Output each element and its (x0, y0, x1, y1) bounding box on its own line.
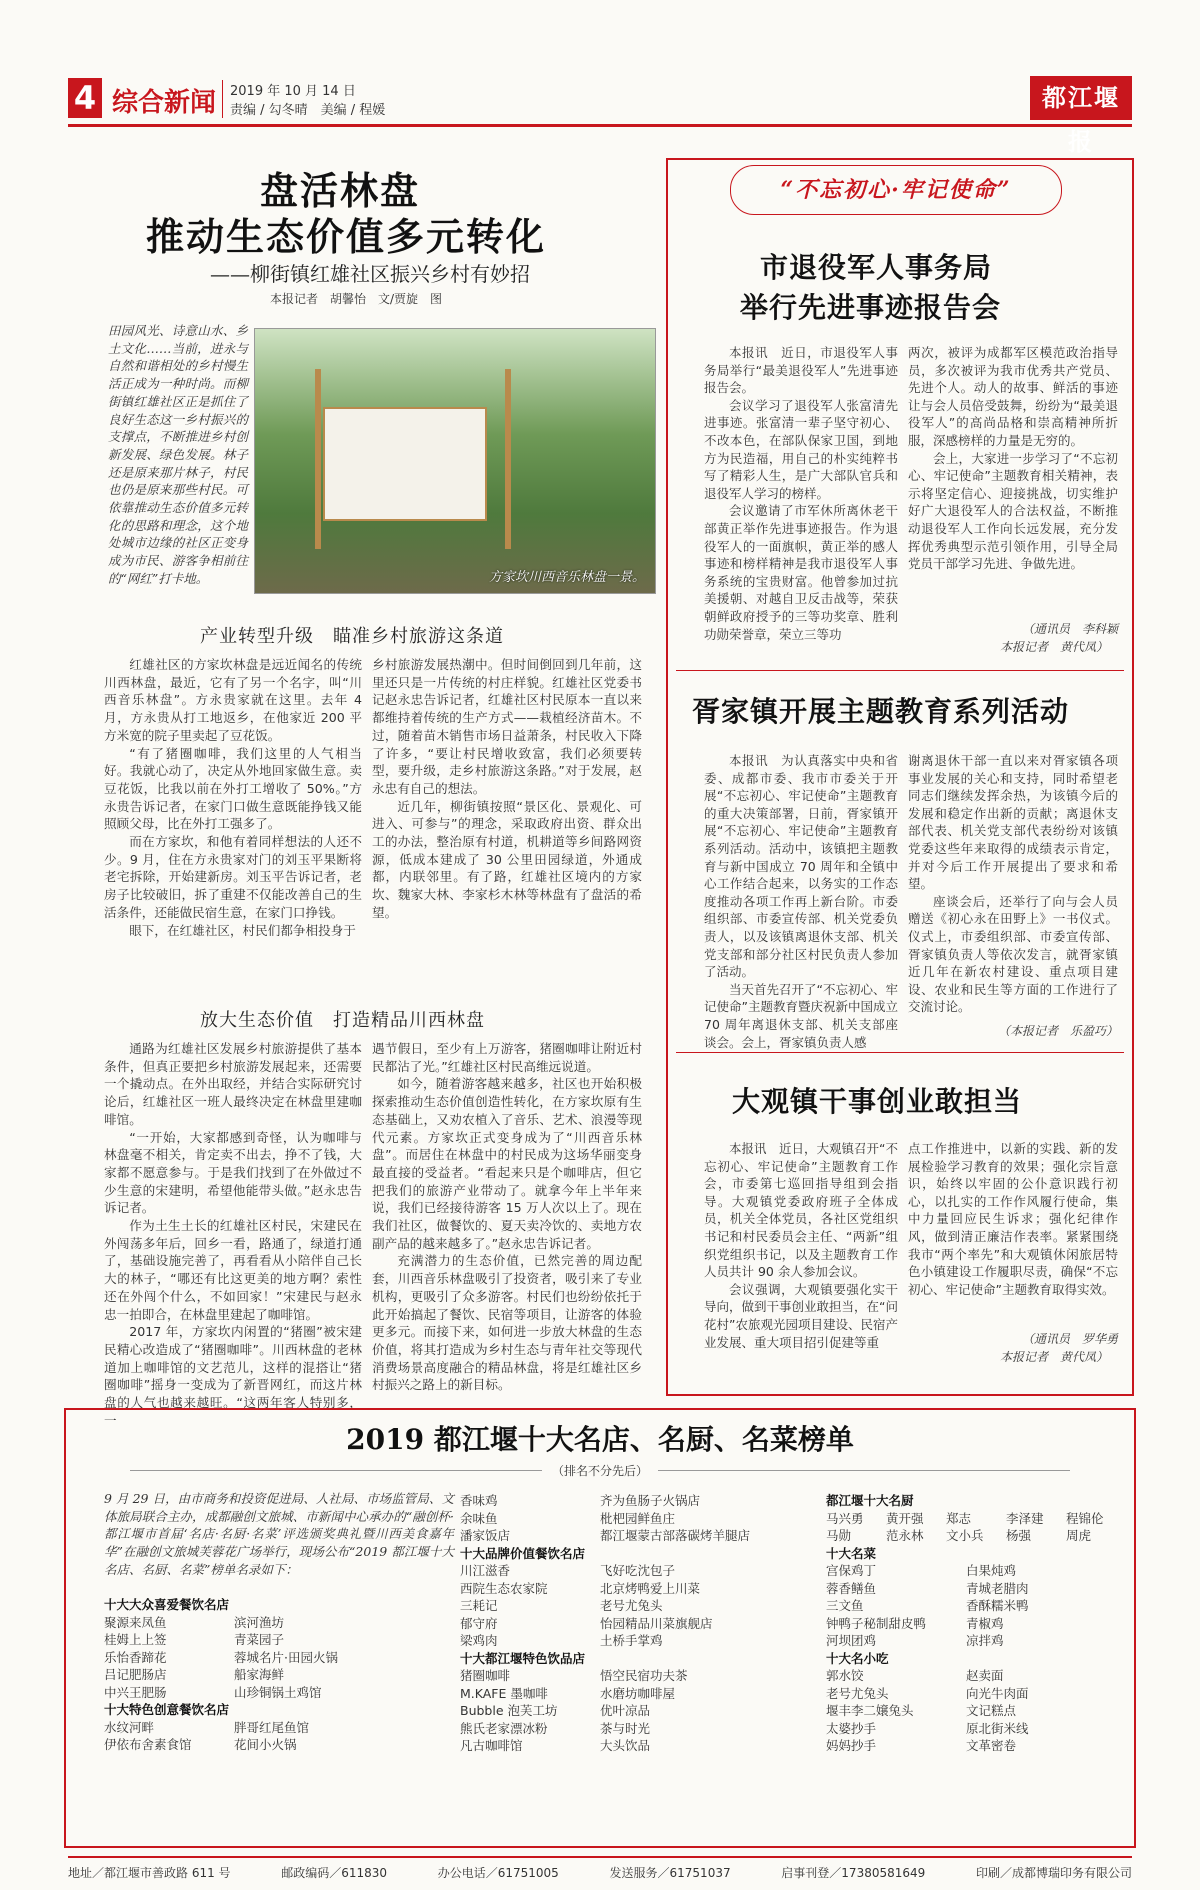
list-row: 宫保鸡丁 白果炖鸡 (826, 1563, 1017, 1578)
footer-printer: 印刷／成都博瑞印务有限公司 (975, 1866, 1132, 1880)
ranking-subtitle: （排名不分先后） (64, 1462, 1136, 1479)
list-row: 川江滋香 飞好吃沈包子 (460, 1563, 676, 1578)
story-divider (676, 670, 1124, 671)
headline-line1: 盘活林盘 (260, 168, 421, 213)
footer-distribution: 发送服务／61751037 (609, 1866, 731, 1880)
byline: 本报记者 胡馨怡 文/贾旋 图 (270, 292, 443, 306)
list-row: 太婆抄手 原北街米线 (826, 1720, 1029, 1736)
article-photo (254, 328, 656, 594)
list-row: 蓉香鳝鱼 青城老腊肉 (826, 1580, 1029, 1596)
story3-signature: （通讯员 罗华勇 (1021, 1332, 1118, 1346)
list-row: 马勋 范永林 文小兵 杨强 周虎 (826, 1528, 1092, 1543)
section2-col1: 通路为红雄社区发展乡村旅游提供了基本条件，但真正要把乡村旅游发展起来，还需要一个撬动点。在外出取经，并结合实际研究讨论后，红雄社区一班人最终决定在林盘里建咖啡馆。 “一开始，大家都感到奇怪，认为咖啡与林盘毫不相关，肯定卖不出去，挣不了钱，大家都不愿意参与。于是我们找到了在外做过不少生意的宋建明，希望他能带头做。”赵永忠告诉记者。 作为土生土长的红雄社区村民，宋建民在外闯荡多年后，回乡一看，路通了，绿道打通了，基础设施完善了，再看看从小陪伴自己长大的林子，“哪还有比这更美的地方啊？索性还在外闯个什么，不如回家！”宋建民与赵永忠一拍即合，在林盘里建起了咖啡馆。 2017 年，方家坎内闲置的“猪圈”被宋建民精心改造成了“猪圈咖啡”。川西林盘的老林道加上咖啡馆的文艺范儿，这样的混搭让“猪圈咖啡”摇身一变成为了新晋网红，而这片林盘的人气也越来越旺。“这两年客人特别多，一 (104, 1041, 362, 1428)
section2-heading: 放大生态价值 打造精品川西林盘 (200, 1010, 485, 1031)
ranking-col2 (460, 1492, 810, 1755)
list-row: 河坝团鸡 凉拌鸡 (826, 1633, 1004, 1648)
ranking-col1 (104, 1596, 444, 1754)
list-row: 三耗记 老号尤兔头 (460, 1598, 663, 1613)
list-row: 吕记肥肠店 船家海鲜 (104, 1667, 285, 1682)
lead-paragraph: 田园风光、诗意山水、乡土文化……当前，进永与自然和谐相处的乡村慢生活正成为一种时尚。而柳街镇红雄社区正是抓住了良好生态这一乡村振兴的支撑点，不断推进乡村创新发展、绿色发展。林子还是原来那片林子，村民也仍是原来那些村民。可依靠推动生态价值多元转化的思路和理念，这个地处城市边缘的社区正变身成为市民、游客争相前往的“网红”打卡地。 (108, 323, 248, 586)
list-row: 中兴王肥肠 山珍铜锅土鸡馆 (104, 1684, 322, 1700)
list-row: 聚源来凤鱼 滨河渔坊 (104, 1614, 285, 1630)
footer-office-phone: 办公电话／61751005 (437, 1866, 559, 1880)
category-title: 十大品牌价值餐饮名店 (460, 1545, 586, 1561)
section1-col2: 乡村旅游发展热潮中。但时间倒回到几年前，这里还只是一片传统的村庄样貌。红雄社区党委书记赵永忠告诉记者，红雄社区村民原本一直以来都维持着传统的生产方式——栽植经济苗木。不过，随着苗木销售市场日益萧条，村民收入下降了许多，“要让村民增收致富，我们必须要转型，要升级，走乡村旅游这条路。”对于发展，赵永忠有自己的想法。 近几年，柳街镇按照“景区化、景观化、可进入、可参与”的理念，采取政府出资、群众出工的办法，整治原有村道，机耕道等乡间路网资源，低成本建成了 30 公里田园绿道，外通成都，内联邻里。有了路，红雄社区境内的方家坎、魏家大林、李家杉木林等林盘有了盘活的希望。 (372, 657, 642, 920)
headline-subtitle: ——柳街镇红雄社区振兴乡村有妙招 (210, 262, 530, 286)
list-row: 乐怡香蹄花 蓉城名片·田园火锅 (104, 1649, 338, 1665)
photo-caption: 方家坎川西音乐林盘一景。 (488, 570, 645, 585)
list-row: 西院生态农家院 北京烤鸭爱上川菜 (460, 1580, 701, 1596)
ranking-title: 2019 都江堰十大名店、名厨、名菜榜单 (346, 1423, 854, 1456)
category-title: 十大名菜 (826, 1545, 877, 1561)
list-row: 猪圈咖啡 悟空民宿功夫茶 (460, 1668, 688, 1683)
story3-col1: 本报讯 近日，大观镇召开“不忘初心、牢记使命”主题教育工作会，市委第七巡回指导组到会指导。大观镇党委政府班子全体成员，机关全体党员，各社区党组织书记和村民委员会主任、“两新”组织党组织书记，以及主题教育工作人员共计 90 余人参加会议。 会议强调，大观镇要强化实干导向，做到干事创业敢担当，在“问花村”农旅观光园项目建设、民宿产业发展、重大项目招引促建等重 (704, 1141, 898, 1350)
header-divider (222, 80, 223, 118)
wood-frame-post (315, 369, 321, 549)
page-number: 4 (68, 78, 102, 118)
header-rule (68, 124, 1132, 127)
list-row: 老号尤兔头 向光牛肉面 (826, 1685, 1029, 1701)
list-row: 水纹河畔 胖哥红尾鱼馆 (104, 1719, 310, 1735)
issue-date: 2019 年 10 月 14 日 (230, 84, 356, 99)
section1-col1: 红雄社区的方家坎林盘是远近闻名的传统川西林盘，最近，它有了另一个名字，叫“川西音乐林盘”。方永贵家就在这里。去年 4 月，方永贵从打工地返乡，在他家近 200 平方米宽的院子里卖起了豆花饭。 “有了猪圈咖啡，我们这里的人气相当好。我就心动了，决定从外地回家做生意。卖豆花饭，比我以前在外打工增收了 50%。”方永贵告诉记者，在家门口做生意既能挣钱又能照顾父母，比在外打工强多了。 而在方家坎，和他有着同样想法的人还不少。9 月，住在方永贵家对门的刘玉平果断将老宅拆除，开始建新房。刘玉平告诉记者，老房子比较破旧，拆了重建不仅能改善自己的生活条件，还能做民宿生意，在家门口挣钱。 眼下，在红雄社区，村民们都争相投身于 (104, 657, 362, 938)
category-title: 都江堰十大名厨 (826, 1493, 914, 1508)
list-row: 堰丰李二嬢兔头 文记糕点 (826, 1703, 1017, 1718)
list-row: 香味鸡 齐为鱼肠子火锅店 (460, 1493, 701, 1508)
list-row: 梁鸡肉 土桥手掌鸡 (460, 1633, 663, 1648)
page-footer (68, 1856, 1132, 1881)
list-row: 潘家饭店 都江堰蒙古部落碳烤羊腿店 (460, 1528, 751, 1543)
white-screen (325, 409, 485, 519)
headline-line2: 推动生态价值多元转化 (146, 214, 547, 259)
story1-signature: （通讯员 李科颖 (1021, 622, 1118, 636)
paper-logo: 都江堰报 (1030, 76, 1132, 120)
list-row: 郭水饺 赵卖面 (826, 1668, 1004, 1683)
list-row: 熊氏老家漂冰粉 茶与时光 (460, 1720, 651, 1736)
section-title: 综合新闻 (112, 88, 217, 118)
footer-postcode: 邮政编码／611830 (281, 1866, 388, 1880)
story-divider (676, 1052, 1124, 1053)
story3-col2: 点工作推进中，以新的实践、新的发展检验学习教育的效果；强化宗旨意识，始终以牢固的公仆意识践行初心，以扎实的工作作风履行使命，集中力量回应民生诉求；强化纪律作风，做到清正廉洁作表率。紧紧围绕我市“两个率先”和大观镇休闲旅居特色小镇建设工作履职尽责，确保“不忘初心、牢记使命”主题教育取得实效。 (908, 1141, 1118, 1297)
story1-signature-2: 本报记者 黄代凤） (999, 640, 1108, 654)
story2-col1: 本报讯 为认真落实中央和省委、成都市委、我市市委关于开展“不忘初心、牢记使命”主题教育的重大决策部署，日前，胥家镇开展“不忘初心、牢记使命”主题教育系列活动。活动中，该镇把主题教育与新中国成立 70 周年和全镇中心工作结合起来，以务实的工作态度推动各项工作再上新台阶。市委组织部、市委宣传部、机关党委负责人，以及该镇离退休支部、机关党支部和部分社区村民负责人参加了活动。 当天首先召开了“不忘初心、牢记使命”主题教育暨庆祝新中国成立 70 周年离退休支部、机关支部座谈会。会上，胥家镇负责人感 (704, 753, 898, 1050)
story2-col2: 谢离退休干部一直以来对胥家镇各项事业发展的关心和支持，同时希望老同志们继续发挥余热，为该镇今后的发展和稳定作出新的贡献；离退休支部代表、机关党支部代表纷纷对该镇党委这些年来取得的成绩表示肯定，并对今后工作开展提出了要求和希望。 座谈会后，还举行了向与会人员赠送《初心永在田野上》一书仪式。仪式上，市委组织部、市委宣传部、胥家镇负责人等依次发言，就胥家镇近几年在新农村建设、重点项目建设、农业和民生等方面的工作进行了交流讨论。 (908, 753, 1118, 1015)
list-row: 钟鸭子秘制甜皮鸭 青椒鸡 (826, 1615, 1004, 1631)
list-row: 马兴勇 黄开强 郑志 李泽建 程锦伦 (826, 1510, 1104, 1526)
category-title: 十大大众喜爱餐饮名店 (104, 1597, 230, 1612)
footer-ads: 启事刊登／17380581649 (781, 1866, 926, 1880)
list-row: 伊依布舍素食馆 花间小火锅 (104, 1737, 297, 1752)
story1-title-line1: 市退役军人事务局 (760, 251, 993, 284)
category-title: 十大都江堰特色饮品店 (460, 1650, 586, 1666)
wood-frame-post (505, 369, 511, 549)
list-row: 三文鱼 香酥糯米鸭 (826, 1598, 1029, 1613)
list-row: Bubble 泡芙工坊 优叶凉品 (460, 1703, 651, 1718)
list-row: 余味鱼 枇杷园鲜鱼庄 (460, 1510, 676, 1526)
story1-col2: 两次，被评为成都军区模范政治指导员，多次被评为我市优秀共产党员、先进个人。动人的故事、鲜活的事迹让与会人员倍受鼓舞，纷纷为“最美退役军人”的高尚品格和崇高精神所折服，深感榜样的力量是无穷的。 会上，大家进一步学习了“不忘初心、牢记使命”主题教育相关精神，表示将坚定信心、迎接挑战，切实维护好广大退役军人的合法权益，不断推动退役军人工作向长远发展，充分发挥优秀典型示范引领作用，引导全局党员干部学习先进、争做先进。 (908, 345, 1118, 572)
category-title: 十大名小吃 (826, 1650, 889, 1666)
list-row: 郁守府 怡园精品川菜旗舰店 (460, 1615, 713, 1631)
list-row: 凡古咖啡馆 大头饮品 (460, 1738, 651, 1753)
ranking-intro: 9 月 29 日，由市商务和投资促进局、人社局、市场监管局、文体旅局联合主办，成都融创文旅城、市新闻中心承办的“融创杯·都江堰市首届‘名店·名厨·名菜’评选颁奖典礼暨川西美食嘉年华”在融创文旅城芙蓉花广场举行，现场公布“2019 都江堰十大名店、名厨、名菜”榜单名录如下： (104, 1491, 454, 1577)
story3-title: 大观镇干事创业敢担当 (732, 1085, 1023, 1118)
category-title: 十大特色创意餐饮名店 (104, 1702, 230, 1717)
section2-col2: 遇节假日，至少有上万游客，猪圈咖啡让附近村民都沾了光。”红雄社区村民高维远说道。 如今，随着游客越来越多，社区也开始积极探索推动生态价值创造性转化，在方家坎原有生态基础上，又劝农植入了音乐、艺术、浪漫等现代元素。方家坎正式变身成为了“川西音乐林盘”。而居住在林盘中的村民成为这场华丽变身最直接的受益者。“看起来只是个咖啡店，但它把我们的旅游产业带动了。就拿今年上半年来说，我们已经接待游客 15 万人次以上了。现在我们社区，做餐饮的、夏天卖冷饮的、卖地方农副产品的越来越多了。”赵永忠告诉记者。 充满潜力的生态价值，已然完善的周边配套，川西音乐林盘吸引了投资者，吸引来了专业机构，更吸引了众多游客。村民们也纷纷依托于此开始搞起了餐饮、民宿等项目，让游客的体验更多元。而接下来，如何进一步放大林盘的生态价值，将其打造成为乡村生态与青年社交等现代消费场景高度融合的精品林盘，将是红雄社区乡村振兴之路上的新目标。 (372, 1041, 642, 1393)
story2-title: 胥家镇开展主题教育系列活动 (692, 695, 1070, 728)
campaign-banner: “不忘初心·牢记使命” (730, 165, 1062, 215)
story1-col1: 本报讯 近日，市退役军人事务局举行“最美退役军人”先进事迹报告会。 会议学习了退役军人张富清先进事迹。张富清一辈子坚守初心、不改本色，在部队保家卫国，到地方为民造福，用自己的朴实纯粹书写了精彩人生，是广大部队官兵和退役军人学习的榜样。 会议邀请了市军休所离休老干部黄正举作先进事迹报告。作为退役军人的一面旗帜，黄正举的感人事迹和榜样精神是我市退役军人事务系统的宝贵财富。他曾参加过抗美援朝、对越自卫反击战等，荣获朝鲜政府授予的三等功奖章、胜利功勋荣誉章，荣立三等功 (704, 345, 898, 642)
story2-signature: （本报记者 乐盈巧） (997, 1024, 1118, 1038)
section1-heading: 产业转型升级 瞄准乡村旅游这条道 (200, 626, 504, 647)
list-row: 妈妈抄手 文革密卷 (826, 1738, 1017, 1753)
story1-title-line2: 举行先进事迹报告会 (740, 291, 1002, 324)
story3-signature-2: 本报记者 黄代凤） (999, 1350, 1108, 1364)
list-row: M.KAFE 墨咖啡 水磨坊咖啡屋 (460, 1685, 676, 1701)
list-row: 桂姆上上签 青菜园子 (104, 1632, 285, 1647)
ranking-col3 (826, 1492, 1126, 1755)
footer-address: 地址／都江堰市善政路 611 号 (68, 1866, 231, 1880)
editors: 责编 / 勾冬晴 美编 / 程媛 (230, 103, 386, 118)
